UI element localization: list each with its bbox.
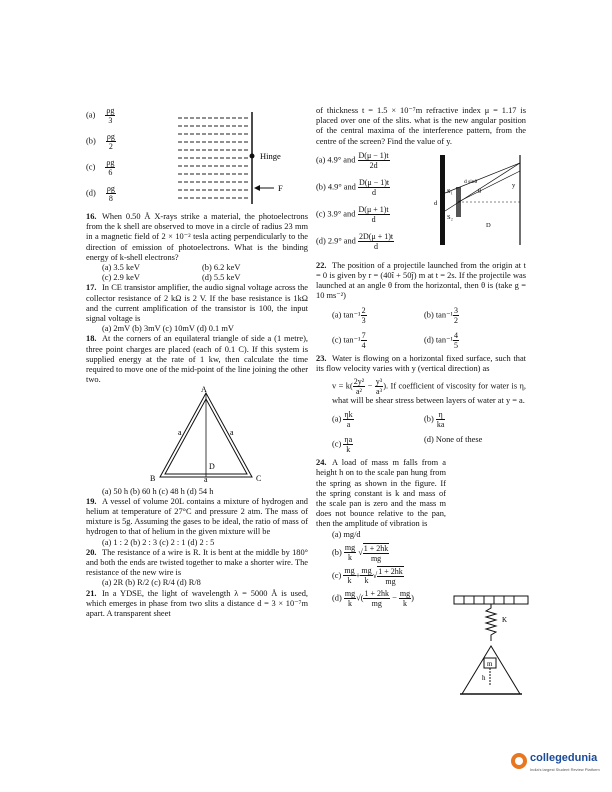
option-label: (b) <box>86 136 96 146</box>
slit-separation: d <box>434 199 438 207</box>
ydse-figure <box>434 153 526 249</box>
option-label: (d) <box>316 236 326 246</box>
option-label: (d) <box>424 435 434 445</box>
slit-s2: S₂ <box>447 213 453 221</box>
frac-den: 2 <box>108 142 113 151</box>
question-text: At the corners of an equilateral triangle of side a (1 metre), three point charges are placed (each of 0.1 C). If this system is supplied energy at the rate of 1 kw, then calculate the time required to move one of the mid-point of the line joining the other two. <box>86 334 308 385</box>
option-label: (d) <box>86 188 96 198</box>
slit-s1: S₁ <box>447 187 453 195</box>
frac-num: mg <box>399 588 411 598</box>
force-label: F <box>278 183 283 193</box>
q15-option-b <box>86 132 116 151</box>
q15-option-c <box>86 158 115 177</box>
question-number: 21. <box>86 588 97 598</box>
frac-num: η <box>436 410 446 420</box>
angle-theta: θ <box>478 187 482 195</box>
spring-scale-figure <box>452 594 530 700</box>
q24-options <box>316 530 462 608</box>
question-number: 23. <box>316 353 327 363</box>
frac-den: d <box>372 187 377 197</box>
q22-option-a <box>332 306 424 325</box>
option-label: (a) <box>332 310 342 320</box>
q23-options <box>316 410 526 454</box>
question-text: A vessel of volume 20L contains a mixture of hydrogen and helium at temperature of 27°C and pressure 2 atm. The mass of mixture is 5g. Assuming the gases to be ideal, the ratio of mass of hydrogen to that of helium in the given mixture will be <box>86 496 308 537</box>
frac-den: d <box>371 214 376 224</box>
frac-num: 1 + 2hk <box>378 566 403 576</box>
question-22 <box>316 261 526 302</box>
q23-equation: v = k( $\frac{\text{2y²}}{\text{a²}}$ − $\frac{\text{y³}}{\text{a³}}$ ). If coefficient of viscosity for water is η, what will be shear stress between layers of water at y = a. <box>332 377 526 406</box>
triangle-figure <box>86 385 308 483</box>
vertex-a: A <box>201 385 207 395</box>
q21-option-b <box>316 178 390 197</box>
question-text: A load of mass m falls from a height h on to the scale pan hung from the spring as shown in the figure. If the spring constant is k and mass of the scale pan is zero and the mass m does not bounce relative to the pan, then the amplitude of vibration is <box>316 458 446 529</box>
frac-num: 1 + 2hk <box>363 543 389 553</box>
option-pre: 3.9° and <box>327 209 356 219</box>
mass-label: m <box>487 660 493 668</box>
q19-options: (a) 1 : 2 (b) 2 : 3 (c) 2 : 1 (d) 2 : 5 <box>102 537 215 547</box>
q24-option-a <box>332 530 462 540</box>
vertex-b: B <box>150 474 156 484</box>
frac-den: 8 <box>108 194 113 203</box>
frac-den: 2d <box>369 160 378 170</box>
q20-options: (a) 2R (b) R/2 (c) R/4 (d) R/8 <box>102 578 201 588</box>
option-label: (c) <box>332 439 342 449</box>
option-pre: 4.9° and <box>327 155 356 165</box>
option-label: (a) <box>86 110 96 120</box>
frac-num: D(μ + 1)t <box>358 204 389 214</box>
option: (c) 2.9 keV <box>102 273 140 283</box>
option-pre: tan⁻¹ <box>435 335 454 345</box>
question-number: 24. <box>316 458 327 468</box>
screen-distance: D <box>486 221 491 229</box>
q23-option-c <box>332 435 424 454</box>
frac-num: 2 <box>361 305 366 315</box>
option-text: mg/d <box>343 529 361 539</box>
q21-option-a <box>316 151 390 170</box>
question-text: Water is flowing on a horizontal fixed surface, such that its flow velocity varies with y (vertical direction) as <box>316 353 526 373</box>
left-column <box>86 106 308 619</box>
gate-figure <box>176 112 308 208</box>
frac-den: mg <box>370 553 382 563</box>
question-text: In a YDSE, the light of wavelength λ = 5000 Å is used, which emerges in phase from two slits a distance d = 3 × 10⁻⁷m apart. A transparent sheet <box>86 588 308 619</box>
frac-den: k <box>347 576 352 586</box>
frac-den: 5 <box>454 340 459 350</box>
frac-den: 3 <box>108 116 113 125</box>
frac-num: 2y² <box>353 377 365 387</box>
question-24 <box>316 458 446 529</box>
hinge-point <box>250 154 255 159</box>
q15-block <box>86 106 308 212</box>
option-pre: 4.9° and <box>327 182 356 192</box>
option-pre: tan⁻¹ <box>343 310 361 320</box>
frac-num: mg <box>361 566 372 576</box>
brand-logo <box>510 750 606 784</box>
option-label: (a) <box>332 529 342 539</box>
brand-tagline: India's largest Student Review Platform <box>530 767 600 772</box>
option-label: (a) <box>316 155 326 165</box>
question-20 <box>86 548 308 579</box>
frac-num: ρg <box>106 132 115 141</box>
option-label: (c) <box>332 570 342 580</box>
frac-num: 4 <box>454 330 459 340</box>
question-18 <box>86 334 308 385</box>
q15-option-a <box>86 106 115 125</box>
frac-den: k <box>346 445 351 455</box>
frac-num: ρg <box>106 184 115 193</box>
q21-option-d <box>316 232 394 251</box>
frac-den: ka <box>436 420 445 430</box>
question-text: When 0.50 Å X-rays strike a material, the photoelectrons from the k shell are observed to move in a circle of radius 23 mm in a magnetic field of 2 × 10⁻² tesla acting perpendicularly to the direction of emission of photoelectrons. What is the binding energy of k-shell electrons? <box>86 212 308 262</box>
frac-num: ηk <box>344 410 353 420</box>
option-label: (b) <box>424 414 434 424</box>
option-pre: tan⁻¹ <box>343 335 361 345</box>
frac-num: D(μ − 1)t <box>358 177 390 187</box>
hinge-label: Hinge <box>260 151 281 161</box>
frac-num: 3 <box>454 305 459 315</box>
frac-den: mg <box>371 598 382 608</box>
question-23 <box>316 354 526 374</box>
question-number: 18. <box>86 334 97 344</box>
option-label: (b) <box>424 310 434 320</box>
question-21 <box>86 589 308 620</box>
height-label: h <box>482 674 486 682</box>
side-label: a <box>204 475 208 484</box>
option-label: (b) <box>316 182 326 192</box>
option-pre: 2.9° and <box>327 236 356 246</box>
frac-num: mg <box>344 543 356 553</box>
frac-den: 3 <box>361 315 366 325</box>
fringe-position: y <box>512 181 516 189</box>
frac-den: k <box>347 553 352 563</box>
question-text: The resistance of a wire is R. It is bent at the middle by 180° and both the ends are twisted together to make a shorter wire. The resistance of the new wire is <box>86 547 308 578</box>
frac-den: a³ <box>376 387 382 397</box>
option-label: (d) <box>424 335 434 345</box>
q21-option-c <box>316 205 390 224</box>
frac-num: ρg <box>106 106 115 115</box>
frac-den: k <box>364 576 369 586</box>
option-label: (d) <box>332 593 342 603</box>
frac-den: a² <box>356 387 362 397</box>
question-number: 22. <box>316 260 327 270</box>
frac-num: mg <box>344 566 355 576</box>
option-text: None of these <box>435 435 483 445</box>
option-label: (b) <box>332 547 342 557</box>
frac-den: 6 <box>108 168 113 177</box>
path-difference: d sinθ <box>464 178 478 185</box>
q23-option-a <box>332 410 424 429</box>
question-19 <box>86 497 308 538</box>
option: (b) 6.2 keV <box>202 263 241 273</box>
q24-option-c: (c) $\frac{mg}{k}$ + $\frac{mg}{k}$ √ $\frac{1 + 2hk}{mg}$ <box>332 566 403 586</box>
question-number: 17. <box>86 283 97 293</box>
q21-options-block <box>316 151 526 257</box>
option: (a) 3.5 keV <box>102 263 140 273</box>
q15-option-d <box>86 184 116 203</box>
brand-name: collegedunia <box>530 752 598 764</box>
option-label: (c) <box>316 209 326 219</box>
q21-continuation: of thickness t = 1.5 × 10⁻⁷m refractive index μ = 1.17 is placed over one of the slits. what is the new angular position of the central maxima of the interference pattern, from the centre of the screen? Find the value of y. <box>316 106 526 146</box>
frac-den: k <box>403 598 408 608</box>
q18-options: (a) 50 h (b) 60 h (c) 48 h (d) 54 h <box>102 486 214 496</box>
q17-options: (a) 2mV (b) 3mV (c) 10mV (d) 0.1 mV <box>102 324 234 334</box>
frac-num: D(μ − 1)t <box>358 150 389 160</box>
q22-option-d <box>424 331 516 350</box>
question-17 <box>86 283 308 324</box>
question-number: 19. <box>86 496 97 506</box>
side-label: a <box>230 428 234 438</box>
question-number: 16. <box>86 212 97 221</box>
frac-den: k <box>347 598 352 608</box>
question-text: The position of a projectile launched from the origin at t = 0 is given by r = (40î + 50ĵ) m at t = 2s. If the projectile was launched at an angle θ from the horizontal, then θ is (take g = 10 ms⁻²) <box>316 260 526 301</box>
spring-constant-label: K <box>502 616 508 624</box>
q22-option-c <box>332 331 424 350</box>
right-column <box>316 106 526 608</box>
question-number: 20. <box>86 547 97 557</box>
question-16 <box>86 212 308 263</box>
frac-den: 2 <box>454 315 459 325</box>
q23-option-d <box>424 435 524 454</box>
option-pre: tan⁻¹ <box>435 310 454 320</box>
option: (d) 5.5 keV <box>202 273 241 283</box>
frac-den: a <box>346 420 351 430</box>
eq-prefix: v = k <box>332 381 350 391</box>
brand-mark <box>510 752 528 770</box>
frac-num: 2D(μ + 1)t <box>358 231 394 241</box>
option-label: (c) <box>86 162 96 172</box>
q23-option-b <box>424 410 524 429</box>
q16-options <box>86 263 308 283</box>
q22-options <box>316 306 526 350</box>
q24-option-d: (d) $\frac{mg}{k}$ √( $\frac{1 + 2hk}{mg}$ − $\frac{mg}{k}$ ) <box>332 588 414 608</box>
option-label: (a) <box>332 414 342 424</box>
option-label: (c) <box>332 335 342 345</box>
side-label: a <box>178 428 182 438</box>
frac-num: y³ <box>375 377 383 387</box>
frac-den: d <box>374 241 379 251</box>
q24-option-b: (b) $\frac{mg}{k}$ √ $\frac{1 + 2hk}{mg}$ <box>332 543 389 563</box>
vertex-c: C <box>256 474 262 484</box>
frac-den: 4 <box>361 340 366 350</box>
frac-num: ρg <box>106 158 115 167</box>
frac-den: mg <box>385 576 396 586</box>
q22-option-b <box>424 306 516 325</box>
point-d: D <box>209 462 215 472</box>
frac-num: 1 + 2hk <box>364 588 389 598</box>
question-text: In CE transistor amplifier, the audio signal voltage across the collector resistance of 2 kΩ is 2 V. If the base resistance is 1kΩ and the current amplification of the transistor is 100, the input signal voltage is <box>86 283 308 324</box>
frac-num: 7 <box>361 330 366 340</box>
frac-num: ηa <box>344 435 353 445</box>
frac-num: mg <box>344 588 356 598</box>
eq-suffix: . If coefficient of viscosity for water is η, what will be shear stress between layers of water at y = a. <box>332 381 526 406</box>
